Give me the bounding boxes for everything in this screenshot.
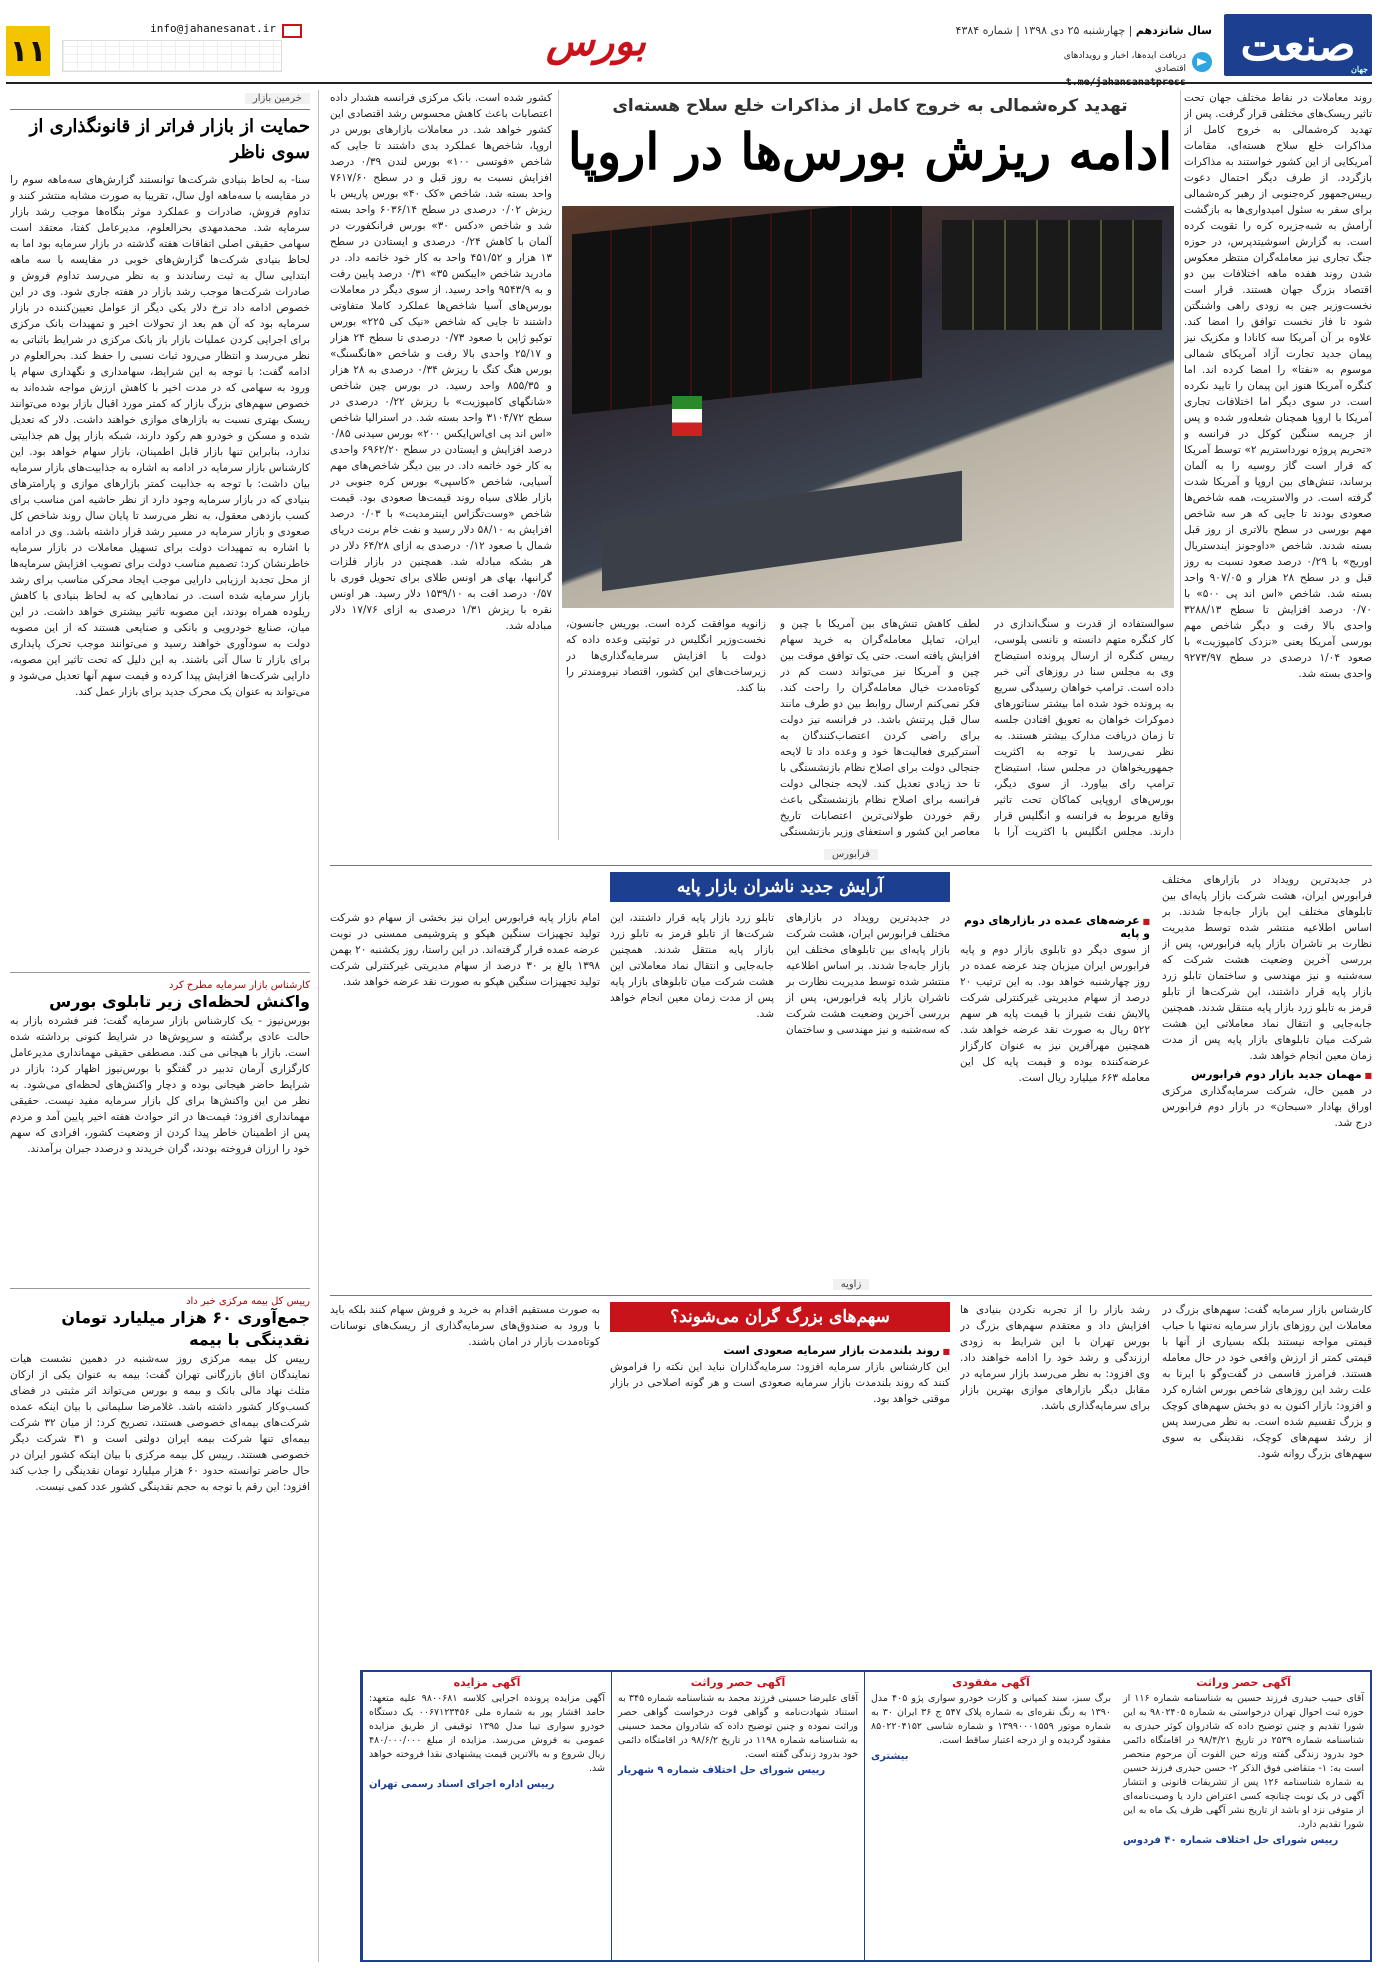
column-divider [318,90,319,1962]
article-title[interactable]: واکنش لحظه‌ای زیر تابلوی بورس [49,992,310,1011]
article-body: از سوی دیگر دو تابلوی بازار دوم و پایه فرابورس ایران میزبان چند عرضه عمده در روز چهارشنبه خواهد بود. به این ترتیب ۲۰ درصد از سهام مدیریتی غیرکنترلی شرکت پالایش نفت شیراز با قیمت پایه هر سهم ۵۲۲ ریال به صورت نقد عرضه خواهد شد. همچنین مهرآفرین نیز به عنوان کارگزار عرضه‌کننده بوده و قیمت پایه کل این معامله ۶۶۳ میلیارد ریال است. [960,944,1150,1084]
ad-title: آگهی مفقودی [952,1676,1030,1689]
ad-text: آقای علیرضا حسینی فرزند محمد به شناسنامه شماره ۳۴۵ به استناد شهادت‌نامه و گواهی فوت درخواست گواهی حصر وراثت نموده و چنین توضیح داده که شادروان محمد حسینی به شناسنامه شماره ۱۱۹۸ در تاریخ ۹۸/۶/۲ در اقامتگاه دائمی خود بدرود زندگی گفته است. [618,1693,858,1760]
article-subhead: ■ مهمان جدید بازار دوم فرابورس [1162,1068,1372,1081]
issue-number: شماره ۴۳۸۴ [955,24,1013,37]
telegram-icon [1192,52,1212,72]
lead-column-5: کشور شده است. بانک مرکزی فرانسه هشدار داده اعتصابات باعث کاهش محسوس رشد اقتصادی این کشور خواهد شد. در معاملات بازارهای بورس در اروپا، شاخص‌ها عملکرد بدی داشتند تا جایی که شاخص «فوتسی ۱۰۰» بورس لندن ۰/۳۹ درصد افزایش نسبت به روز قبل و در سطح ۷۶۱۷/۶۰ واحد بسته شد. شاخص «کک ۴۰» بورس پاریس با ریزش ۰/۰۲ درصدی در سطح ۶۰۳۶/۱۴ واحد بسته شد و شاخص «دکس ۳۰» بورس فرانکفورت در آلمان با کاهش ۰/۲۴ درصدی و ایستادن در سطح ۱۳ هزار و ۴۵۱/۵۲ واحد به کار خود خاتمه داد. در مادرید شاخص «ایبکس ۳۵» ۰/۳۱ درصد پایین رفت و به ۹۵۴۳/۹ واحد رسید. از سوی دیگر در معاملات بورس‌های آسیا شاخص‌ها عملکرد کاملا متفاوتی داشتند تا جایی که شاخص «نیک کی ۲۲۵» بورس توکیو ژاپن با صعود ۰/۷۳ درصدی تا سطح ۲۴ هزار و ۲۵/۱۷ واحدی بالا رفت و شاخص «هانگسنگ» بورس هنگ کنگ با ریزش ۰/۳۴ درصدی به ۲۸ هزار و ۸۵۵/۳۵ واحد رسید. در بورس چین شاخص «شانگهای کامپوزیت» با ریزش ۰/۲۲ درصدی در سطح ۳۱۰۴/۷۲ واحد بسته شد. در استرالیا شاخص «اس اند پی ای‌اس‌ایکس ۲۰۰» بورس سیدنی ۰/۸۵ درصد افزایش و ایستادن در سطح ۶۹۶۲/۲۰ واحدی به کار خود خاتمه داد. در بین دیگر شاخص‌های مهم آسیایی، شاخص «کاسپی» بورس کره جنوبی در بازار طلای سیاه روند قیمت‌ها صعودی بود. قیمت شاخص «وست‌تگزاس اینترمدیت» با ۰/۰۳ درصد افزایش به ۵۸/۱۰ دلار رسید و نفت خام برنت دریای شمال با صعود ۰/۱۲ درصدی به ازای ۶۴/۲۸ دلار در هر بشکه مبادله شد. همچنین در بازار فلزات گرانبها، بهای هر اونس طلای برای تحویل فوری با ۰/۵۷ درصد افت به ۱۵۳۹/۱۰ دلار رسید. هر اونس نقره با ریزش ۱/۳۱ درصدی به ازای ۱۷/۷۶ دلار مبادله شد. [330,92,552,632]
divider [10,972,310,973]
ticker-screens [572,206,922,414]
stock-exchange-photo [562,206,1174,608]
ad-signature: رییس اداره اجرای اسناد رسمی تهران [369,1779,555,1790]
lead-column-2: سوالستفاده از قدرت و سنگ‌اندازی در کار کنگره متهم دانسته و نانسی پلوسی، رییس کنگره از ارسال پرونده استیضاح وی به مجلس سنا در روزهای آتی خبر داده است. ترامپ خواهان رسیدگی سریع به پرونده خود شده اما بیشتر سناتورهای دموکرات خواهان به تعویق افتادن جلسه تا زمان دریافت مدارک بیشتر هستند. به نظر نمی‌رسد با توجه به اکثریت جمهوریخواهان در مجلس سنا، استیضاح ترامپ رای بیاورد. از سوی دیگر، بورس‌های اروپایی کماکان تحت تاثیر وقایع مربوط به فرانسه و انگلیس قرار دارند. مجلس انگلیس با اکثریت آرا با [994,618,1174,838]
article-title[interactable]: حمایت از بازار فراتر از قانونگذاری از سوی ناظر [29,116,310,163]
article-kicker: رییس کل بیمه مرکزی خبر داد [186,1296,310,1307]
email-box[interactable] [62,22,302,72]
classified-ads [360,1670,1372,1962]
ad-title: آگهی حصر وراثت [690,1676,786,1689]
article-title[interactable]: سهم‌های بزرگ گران می‌شوند؟ [670,1307,890,1327]
farabourse-col-1 [1162,872,1372,1268]
article-body: بورس‌نیوز - یک کارشناس بازار سرمایه گفت: فنر فشرده بازار به حالت عادی برگشته و سرپوش‌ها در شرایط کنونی برداشته شده است. بازار با هیجانی می کند. مصطفی حقیقی مهمانداری مدیرعامل کارگزاری آرمان تدبیر در گفتگو با بورس‌نیوز اظهار کرد: بازار در شرایط حاضر هیجانی بوده و دچار واکنش‌های لحظه‌ای می‌شود. به نظر من این واکنش‌ها برای کل بازار سرمایه مفید نیست. حقیقی مهمانداری افزود: قیمت‌ها در اثر حوادث هفته اخیر پایین آمد و مردم پس از اطمینان خاطر پیدا کردن از وضعیت کشور، افرادی که سهم خود را ارزان فروخته بودند، گران خریدند و درصدد جبران برآمدند. [10,1015,310,1155]
farabourse-col-2 [960,910,1150,1268]
zavieh-col-3 [610,1340,950,1662]
decorative-graph [62,40,282,72]
ad-signature: بیشتری [871,1751,909,1762]
article-title[interactable]: آرایش جدید ناشران بازار پایه [676,877,884,897]
article-title[interactable]: جمع‌آوری ۶۰ هزار میلیارد تومان نقدینگی با بیمه [61,1308,310,1349]
farabourse-title-bar [610,872,950,902]
ad-title: آگهی مزایده [453,1676,521,1689]
ad-text: برگ سبز، سند کمپانی و کارت خودرو سواری پژو ۴۰۵ مدل ۱۳۹۰ به رنگ نقره‌ای به شماره پلاک ۵۴۷ ج ۳۶ ایران ۳۰ به شماره موتور ۱۳۹۹۰۰۰۱۵۵۹ و شماره شاسی ۸۵۰۲۲۰۴۱۵۲ مفقود گردیده و از درجه اعتبار ساقط است. [871,1693,1111,1746]
zavieh-col-4: به صورت مستقیم اقدام به خرید و فروش سهام کنند بلکه باید با ورود به صندوق‌های سرمایه‌گذاری از ریسک‌های نوسانات کوتاه‌مدت بازار در امان باشند. [330,1304,600,1348]
lead-column-3: لطف کاهش تنش‌های بین آمریکا با چین و ایران، تمایل معامله‌گران به خرید سهام افزایش یافته است. حتی یک توافق موقت بین چین و آمریکا نیز می‌تواند دست کم در کوتاه‌مدت خیال معامله‌گران را راحت کند. فکر نمی‌کنم ارسال روابط بین دو طرف مانند سال قبل پرتنش باشد. در فرانسه نیز دولت برای راضی کردن اعتصاب‌کنندگان به آسترکیری فعالیت‌ها خود و وعده داد تا لایحه جنجالی دولت برای اصلاح نظام بازنشستگی با تا حد زیادی تعدیل کند. لایحه جنجالی دولت فرانسه برای اصلاح نظام بازنشستگی باعث رقم خوردن طولانی‌ترین اعتصابات تاریخ معاصر این کشور و استعفای وزیر بازنشستگی [780,618,980,838]
ad-text: آگهی مزایده پرونده اجرایی کلاسه ۹۸۰۰۶۸۱ علیه متعهد: حامد اقشار پور به شماره ملی ۰۰۶۷۱۲۳۴۵۶ یک دستگاه خودرو سواری تیبا مدل ۱۳۹۵ توقیفی از طریق مزایده عمومی به فروش می‌رسد. مزایده از مبلغ ۴۸۰/۰۰۰/۰۰۰ ریال شروع و به بالاترین قیمت پیشنهادی نقدا فروخته خواهد شد. [369,1693,605,1774]
article-subhead: ■ روند بلندمدت بازار سرمایه صعودی است [610,1344,950,1357]
article-body: این کارشناس بازار سرمایه افزود: سرمایه‌گذاران نباید این نکته را فراموش کنند که روند بلندمدت بازار سرمایه صعودی است و هر گونه اصلاحی در بازار موقتی خواهد بود. [610,1361,950,1405]
telegram-promo[interactable] [1042,50,1212,89]
column-divider [558,90,559,840]
article-body: رییس کل بیمه مرکزی روز سه‌شنبه در دهمین نشست هیات نمایندگان اتاق بازرگانی تهران گفت: بیمه به عنوان یکی از ارکان مثلث نهاد مالی بانک و بیمه و بورس می‌تواند اثر مثبتی در فضای کسب‌وکار کشور داشته باشد. غلامرضا سلیمانی با بیان اینکه عمده شرکت‌های بیمه‌ای خصوصی هستند، تصریح کرد: از میان ۳۲ شرکت بیمه‌ای تنها شرکت بیمه ایران دولتی است و ۳۱ شرکت دیگر خصوصی هستند. رییس کل بیمه مرکزی با بیان اینکه کشور ایران در حال حاضر توانسته حدود ۶۰ هزار میلیارد تومان نقدینگی را جذب کند افزود: این رقم با توجه به حجم نقدینگی کشور عدد کمی نیست. [10,1353,310,1493]
right-column-article-2 [10,980,310,1280]
farabourse-label [330,846,1372,866]
mail-icon [282,24,302,38]
right-column-article-3 [10,1296,310,1962]
article-body: سنا- به لحاظ بنیادی شرکت‌ها توانستند گزارش‌های سه‌ماهه سوم را در مقایسه با سه‌ماهه اول سال، تقریبا به صورت مشابه منتشر کنند و تداوم فروش، صادرات و عملکرد موثر بنگاه‌ها موجب رشد بازار سرمایه شد. محمدمهدی بحرالعلوم، مدیرعامل کفتا، معتقد است سهامی حقیقی اصلی اتفاقات هفته گذشته در بازار سرمایه بود اما به لحاظ بنیادی شرکت‌ها گزارش‌های خوبی در مقایسه با سه ماهه ابتدایی سال به ثبت رساندند و به نظر می‌رسد تداوم فروش و صادرات شرکت‌ها موجب رشد بازار در هفته جاری شود. وی در این خصوص ادامه داد نرخ دلار یکی دیگر از عوامل تعیین‌کننده در بازار سرمایه بود که آن هم بعد از تحولات اخیر و تمهیدات بانک مرکزی برای اجرایی کردن عملیات بازار باز بانک مرکزی در شرایط باثباتی به نظر می‌رسد و انتظار می‌رود ثبات نسبی را حفظ کند. بحرالعلوم در ادامه گفت: با توجه به این شرایط، سهامداری و نگهداری سهام یا ورود به سهامی که در مدت اخیر با کاهش ارزش مواجه شده‌اند به خصوص سهم‌های بزرگ بازار که کمتر مورد اقبال بازار بوده می‌توانند ریسک بهتری نسبت به بازارهای موازی خواهند داشت. دلار که تعدیل شده و مسکن و خودرو هم رکود دارند، شبکه بازار پول هم جذابیتی ندارد، بنابراین تنها بازار قابل اطمینان، بازار سهام خواهد بود. این کارشناس بازار سرمایه در ادامه به اشاره به جذابیت‌های بازار سرمایه بیان داشت: با توجه به جذابیت کمتر بازارهای موازی و پارامترهای بنیادی که در بازار سرمایه وجود دارد از نظر حاشیه امن مناسب برای کسب بازدهی معقول، به نظر می‌رسد تا پایان سال روند شاخص کل صعودی و بازار سرمایه در مسیر رشد قرار داشته باشد. وی در ادامه با اشاره به تمهیدات دولت برای تسهیل معاملات در بازار سرمایه خاطرنشان کرد: تصمیم مناسب دولت برای تصویب افزایش سرمایه‌ها از محل تجدید ارزیابی دارایی موجب ایجاد محرکی مناسب برای رشد بازار سرمایه شده است. در نمادهایی که به لحاظ بنیادی با کاهش ریلوده همراه بودند، این مصوبه تاثیر بیشتری خواهد داشت. در این میان، صنایع خودرویی و بانکی و صنایعی هستند که از این مصوبه دولت به سودآوری خواهند رسید و می‌توانند موجب تحرک پایداری برای بازار تا سال آتی باشند. به این دلیل که تحت تاثیر این مصوبه، دارایی شرکت‌ها افزایش پیدا کرده و قیمت سهم آنها تعدیل می‌شود و می‌تواند به عنوان یک محرک جدید برای بازار عمل کند. [10,174,310,698]
zavieh-col-2: رشد بازار را از تجربه نکردن بنیادی ها افزایش داد و معتقدم سهم‌های بزرگ در بورس تهران با این شرایط به زودی ارزندگی و رشد خود را ادامه خواهند داد. وی افزود: به نظر می‌رسد بازار سرمایه در مقابل دیگر بازارهای موازی بهترین بازار برای سرمایه‌گذاری باشد. [960,1304,1150,1412]
email-address[interactable]: info@jahanesanat.ir [150,22,276,35]
ad-signature: رییس شورای حل اختلاف شماره ۴۰ فردوس [1123,1835,1339,1846]
lead-column-1: روند معاملات در نقاط مختلف جهان تحت تاثیر ریسک‌های مختلفی قرار گرفت. پس از تهدید کره‌شمالی به خروج کامل از مذاکرات خلع سلاح هسته‌ای، مقامات آمریکایی از این کشور خواستند به مذاکرات بازگردد. از طرف دیگر احتمال دعوت رییس‌جمهور کره‌جنوبی از رهبر کره‌شمالی برای سفر به سئول امیدواری‌ها به بازگشت آرامش به شبه‌جزیره کره را تقویت کرده است. به گزارش اسوشیتدپرس، در حوزه جنگ تجاری نیز معامله‌گران منتظر معکوس شدن روند هفده ماهه اختلافات بین دو اقتصاد بزرگ جهان هستند. قرار است نخست‌وزیر چین به زودی راهی واشنگتن شود تا فاز نخست توافق را امضا کند. علاوه بر آن آمریکا سه کانادا و مکزیک نیز پیمان جدید تجارت آزاد آمریکای شمالی موسوم به «نفتا» را امضا کرده اند. اما کنگره آمریکا هنوز این پیمان را تایید نکرده است. در سوی دیگر اما اختلافات تجاری آمریکا با اروپا همچنان شعله‌ور شده و پس از جریمه سنگین کوکل در فرانسه و «تحریم پروژه نورداستریم ۲» توسط آمریکا که قرار است گاز روسیه را به آلمان برساند، تنش‌های بین اروپا و آمریکا شدت گرفته است. در والاستریت، همه شاخص‌ها صعودی بودند تا جایی که هر سه شاخص مهم بورسی در سطح بالاتری از روز قبل بسته شدند. شاخص «داوجونز ایندستریال اوریج» با ۰/۲۹ درصد صعود نسبت به روز قبل و در سطح ۲۸ هزار و ۹۰۷/۰۵ واحد بسته شد. شاخص «اس اند پی ۵۰۰» با ۰/۷۰ درصد افزایش تا سطح ۳۲۸۸/۱۳ واحدی بالا رفت و دیگر شاخص مهم بورسی آمریکا یعنی «نزدک کامپوزیت» با صعود ۱/۰۴ درصدی در سطح ۹۲۷۳/۹۷ واحدی بسته شد. [1184,92,1372,680]
article-subhead: ■ عرضه‌های عمده در بازارهای دوم و پایه [960,914,1150,940]
page-number: ۱۱ [6,26,50,76]
article-body: در همین حال، شرکت سرمایه‌گذاری مرکزی اوراق بهادار «سبحان» در بازار دوم فرابورس درج شد. [1162,1085,1372,1129]
ad-box[interactable] [362,1672,611,1960]
article-kicker: کارشناس بازار سرمایه مطرح کرد [169,980,310,991]
lead-title[interactable]: ادامه ریزش بورس‌ها در اروپا [567,122,1173,181]
ad-title: آگهی حصر وراثت [1196,1676,1291,1689]
trading-desk [602,471,962,592]
issue-info: سال شانزدهم | چهارشنبه ۲۵ دی ۱۳۹۸ | شماره ۴۳۸۴ [955,24,1212,37]
newspaper-logo[interactable] [1224,14,1372,76]
zavieh-label [330,1276,1372,1296]
article-body: در جدیدترین رویداد در بازارهای مختلف فرابورس ایران، هشت شرکت بازار پایه‌ای بین تابلوهای مختلف این بازار جابه‌جا شدند. بر اساس اطلاعیه منتشر شده توسط مدیریت نظارت بر ناشران بازار پایه فرابورس، پس از بررسی آخرین وضعیت هشت شرکت که سه‌شنبه و نیز مهندسی و ساختمان تابلو زرد بازار پایه قرار داشتند، این شرکت‌ها از تابلو قرمز به تابلو زرد بازار پایه منتقل شدند. همچنین جابه‌جایی و انتقال نماد معاملاتی این هشت شرکت میان تابلوهای بازار پایه پس از مدت زمان معین انجام خواهد شد. [1162,874,1372,1062]
zavieh-title-bar [610,1302,950,1332]
logo-subtext: جهان [1351,64,1368,74]
logo-text: صنعت [1240,19,1356,71]
label-text: فرابورس [824,849,878,860]
farabourse-col-3: امام بازار پایه فرابورس ایران نیز بخشی از سهام دو شرکت تولید تجهیزات سنگین هپکو و پتروشیمی ممسنی در نوبت عرضه عمده قرار گرفته‌اند. در این راستا، روز یکشنبه ۲۰ بهمن ۱۳۹۸ بالغ بر ۳۰ درصد از سهام مدیریتی غیرکنترلی شرکت تولید تجهیزات سنگین هپکو به صورت نقد عرضه خواهد شد. [330,912,600,988]
lead-column-4: زانویه موافقت کرده است. بوریس جانسون، نخست‌وزیر انگلیس در توئیتی وعده داده که دولت با افزایش سرمایه‌گذاری‌ها در زیرساخت‌های این کشور، اقتصاد نیرومندتر را بنا کند. [566,618,766,694]
section-title: بورس [546,18,646,65]
flag [672,396,702,436]
zavieh-col-1: کارشناس بازار سرمایه گفت: سهم‌های بزرگ در معاملات این روزهای بازار سرمایه نه‌تنها با حباب قیمتی مواجه نیستند بلکه بسیاری از آنها با قیمتی کمتر از ارزش واقعی خود در حال معامله هستند. فرامرز قاسمی در گفت‌وگو با ایرنا به علت رشد این روزهای شاخص بورس اشاره کرد و افزود: بازار اکنون به دو بخش سهم‌های کوچک و بزرگ تقسیم شده است. به نظر می‌رسد پس از رشد سهم‌های کوچک، نقدینگی به سوی سهم‌های بزرگ روانه شود. [1162,1304,1372,1460]
label-text: زاویه [833,1279,870,1290]
ad-box[interactable] [864,1672,1117,1960]
issue-date: چهارشنبه ۲۵ دی ۱۳۹۸ [1023,24,1126,37]
right-column-label [10,90,310,110]
ad-text: آقای حبیب حیدری فرزند حسین به شناسنامه شماره ۱۱۶ از حوزه ثبت احوال تهران درخواستی به شماره ۹۸۰۲۴۰۵ به این شورا تقدیم و چنین توضیح داده که شادروان کوثر حیدری به شناسنامه شماره ۲۵۳۹ در تاریخ ۹۸/۴/۲۱ در اقامتگاه دائمی خود بدرود زندگی گفته ورثه حین الفوت آن مرحوم منحصر است به: ۱- متقاضی فوق الذکر ۲- حسن حیدری فرزند حسین به شماره شناسنامه ۱۲۶ پس از تشریفات قانونی و انتشار آگهی در یک نوبت چنانچه کسی اعتراض دارد یا وصیت‌نامه‌ای از متوفی نزد او باشد از تاریخ نشر آگهی ظرف یک ماه به این شورا تقدیم دارد. [1123,1693,1365,1830]
divider [10,1288,310,1289]
telegram-link[interactable]: t.me/jahansanatpress [1065,77,1186,88]
ad-signature: رییس شورای حل اختلاف شماره ۹ شهریار [618,1765,826,1776]
issue-year: سال شانزدهم [1135,24,1212,37]
telegram-text: دریافت ایده‌ها، اخبار و رویدادهای اقتصادی [1063,51,1186,74]
label-text: خرمین بازار [245,93,310,104]
farabourse-col-mid: در جدیدترین رویداد در بازارهای مختلف فرابورس ایران، هشت شرکت بازار پایه‌ای بین تابلوهای مختلف این بازار جابه‌جا شدند. بر اساس اطلاعیه منتشر شده توسط مدیریت نظارت بر ناشران بازار پایه فرابورس، پس از بررسی آخرین وضعیت هشت شرکت که سه‌شنبه و نیز مهندسی و ساختمان تابلو زرد بازار پایه قرار داشتند، این شرکت‌ها از تابلو قرمز به تابلو زرد بازار پایه منتقل شدند. همچنین جابه‌جایی و انتقال نماد معاملاتی این هشت شرکت میان تابلوهای بازار پایه پس از مدت زمان معین انجام خواهد شد. [610,912,950,1036]
ad-box[interactable] [611,1672,864,1960]
ad-box[interactable] [1117,1672,1370,1960]
masthead [6,6,1372,88]
right-column-article [10,114,310,966]
column-divider [1180,90,1181,840]
ticker-screens [942,220,1162,330]
lead-kicker: تهدید کره‌شمالی به خروج کامل از مذاکرات خلع سلاح هسته‌ای [612,96,1128,116]
